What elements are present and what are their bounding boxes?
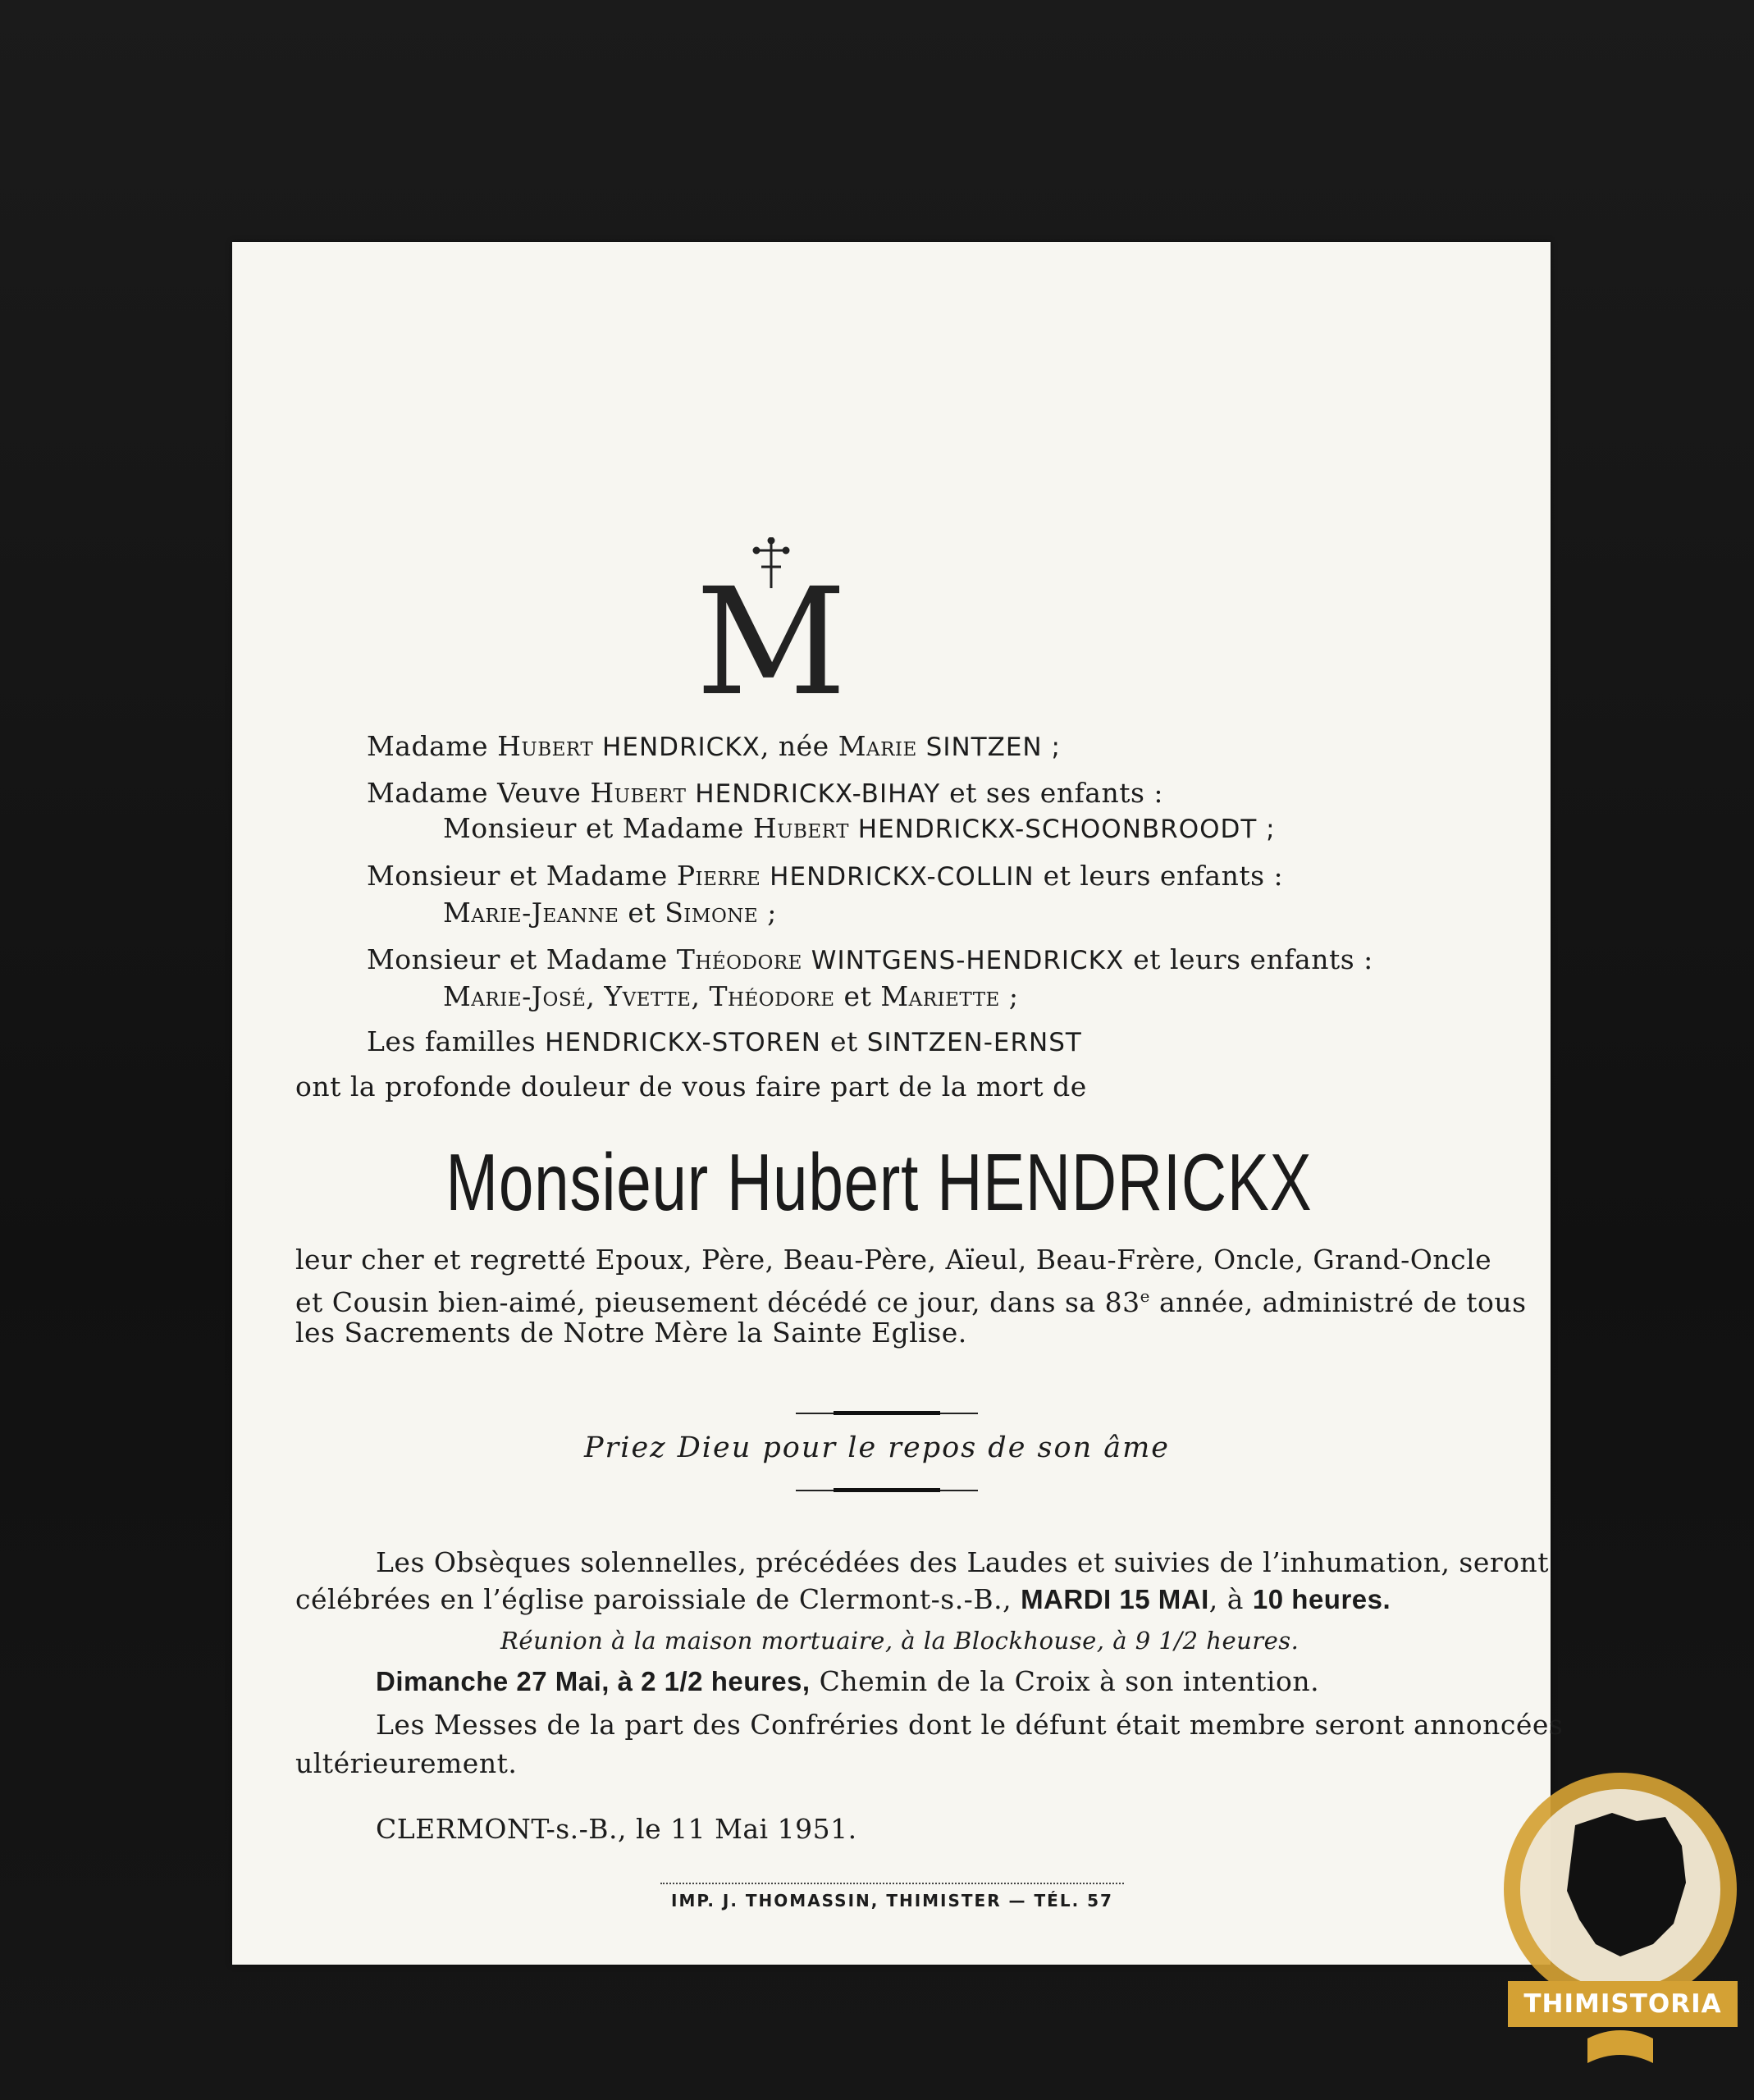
family-line-4: Monsieur et Madame Pierre HENDRICKX-COLLIN et leurs enfants : [367, 860, 1284, 892]
prayer-line: Priez Dieu pour le repos de son âme [583, 1431, 1170, 1464]
family-line-1: Madame Hubert HENDRICKX, née Marie SINTZEN ; [367, 730, 1061, 762]
family-line-7: Marie-José, Yvette, Théodore et Mariette ; [443, 980, 1019, 1012]
monogram-letter: M [695, 557, 847, 701]
tribute-line-2: et Cousin bien-aimé, pieusement décédé ce jour, dans sa 83e année, administré de tous [295, 1286, 1527, 1318]
dateline: CLERMONT-s.-B., le 11 Mai 1951. [376, 1813, 857, 1845]
family-line-2: Madame Veuve Hubert HENDRICKX-BIHAY et ses enfants : [367, 777, 1164, 809]
deceased-name: Monsieur Hubert HENDRICKX [445, 1137, 1313, 1227]
funeral-line-6: ultérieurement. [295, 1747, 518, 1779]
printer-credit: IMP. J. THOMASSIN, THIMISTER — TÉL. 57 [660, 1883, 1124, 1911]
funeral-line-4: Dimanche 27 Mai, à 2 1/2 heures, Chemin de la Croix à son intention. [376, 1665, 1320, 1697]
funeral-line-2: célébrées en l’église paroissiale de Clermont-s.-B., MARDI 15 MAI, à 10 heures. [295, 1583, 1391, 1615]
memorial-card [232, 242, 1551, 1965]
divider-bottom-bold [834, 1488, 940, 1492]
family-line-3: Monsieur et Madame Hubert HENDRICKX-SCHOONBROODT ; [443, 812, 1276, 844]
announcement: ont la profonde douleur de vous faire part de la mort de [295, 1071, 1087, 1102]
tribute-line-1: leur cher et regretté Epoux, Père, Beau-Père, Aïeul, Beau-Frère, Oncle, Grand-Oncle [295, 1244, 1492, 1276]
cross-monogram-icon [689, 537, 853, 701]
funeral-line-1: Les Obsèques solennelles, précédées des Laudes et suivies de l’inhumation, seront [376, 1546, 1550, 1578]
family-line-8: Les familles HENDRICKX-STOREN et SINTZEN-ERNST [367, 1025, 1082, 1057]
thimistoria-logo-icon [1497, 1768, 1743, 2096]
tribute-line-3: les Sacrements de Notre Mère la Sainte Eglise. [295, 1317, 967, 1349]
family-line-6: Monsieur et Madame Théodore WINTGENS-HENDRICKX et leurs enfants : [367, 943, 1373, 975]
divider-top-bold [834, 1411, 940, 1415]
thimistoria-label: THIMISTORIA [1508, 1981, 1738, 2027]
funeral-line-3: Réunion à la maison mortuaire, à la Blockhouse, à 9 1/2 heures. [500, 1627, 1300, 1655]
family-line-5: Marie-Jeanne et Simone ; [443, 897, 777, 929]
funeral-line-5: Les Messes de la part des Confréries dont le défunt était membre seront annoncées [376, 1709, 1564, 1741]
